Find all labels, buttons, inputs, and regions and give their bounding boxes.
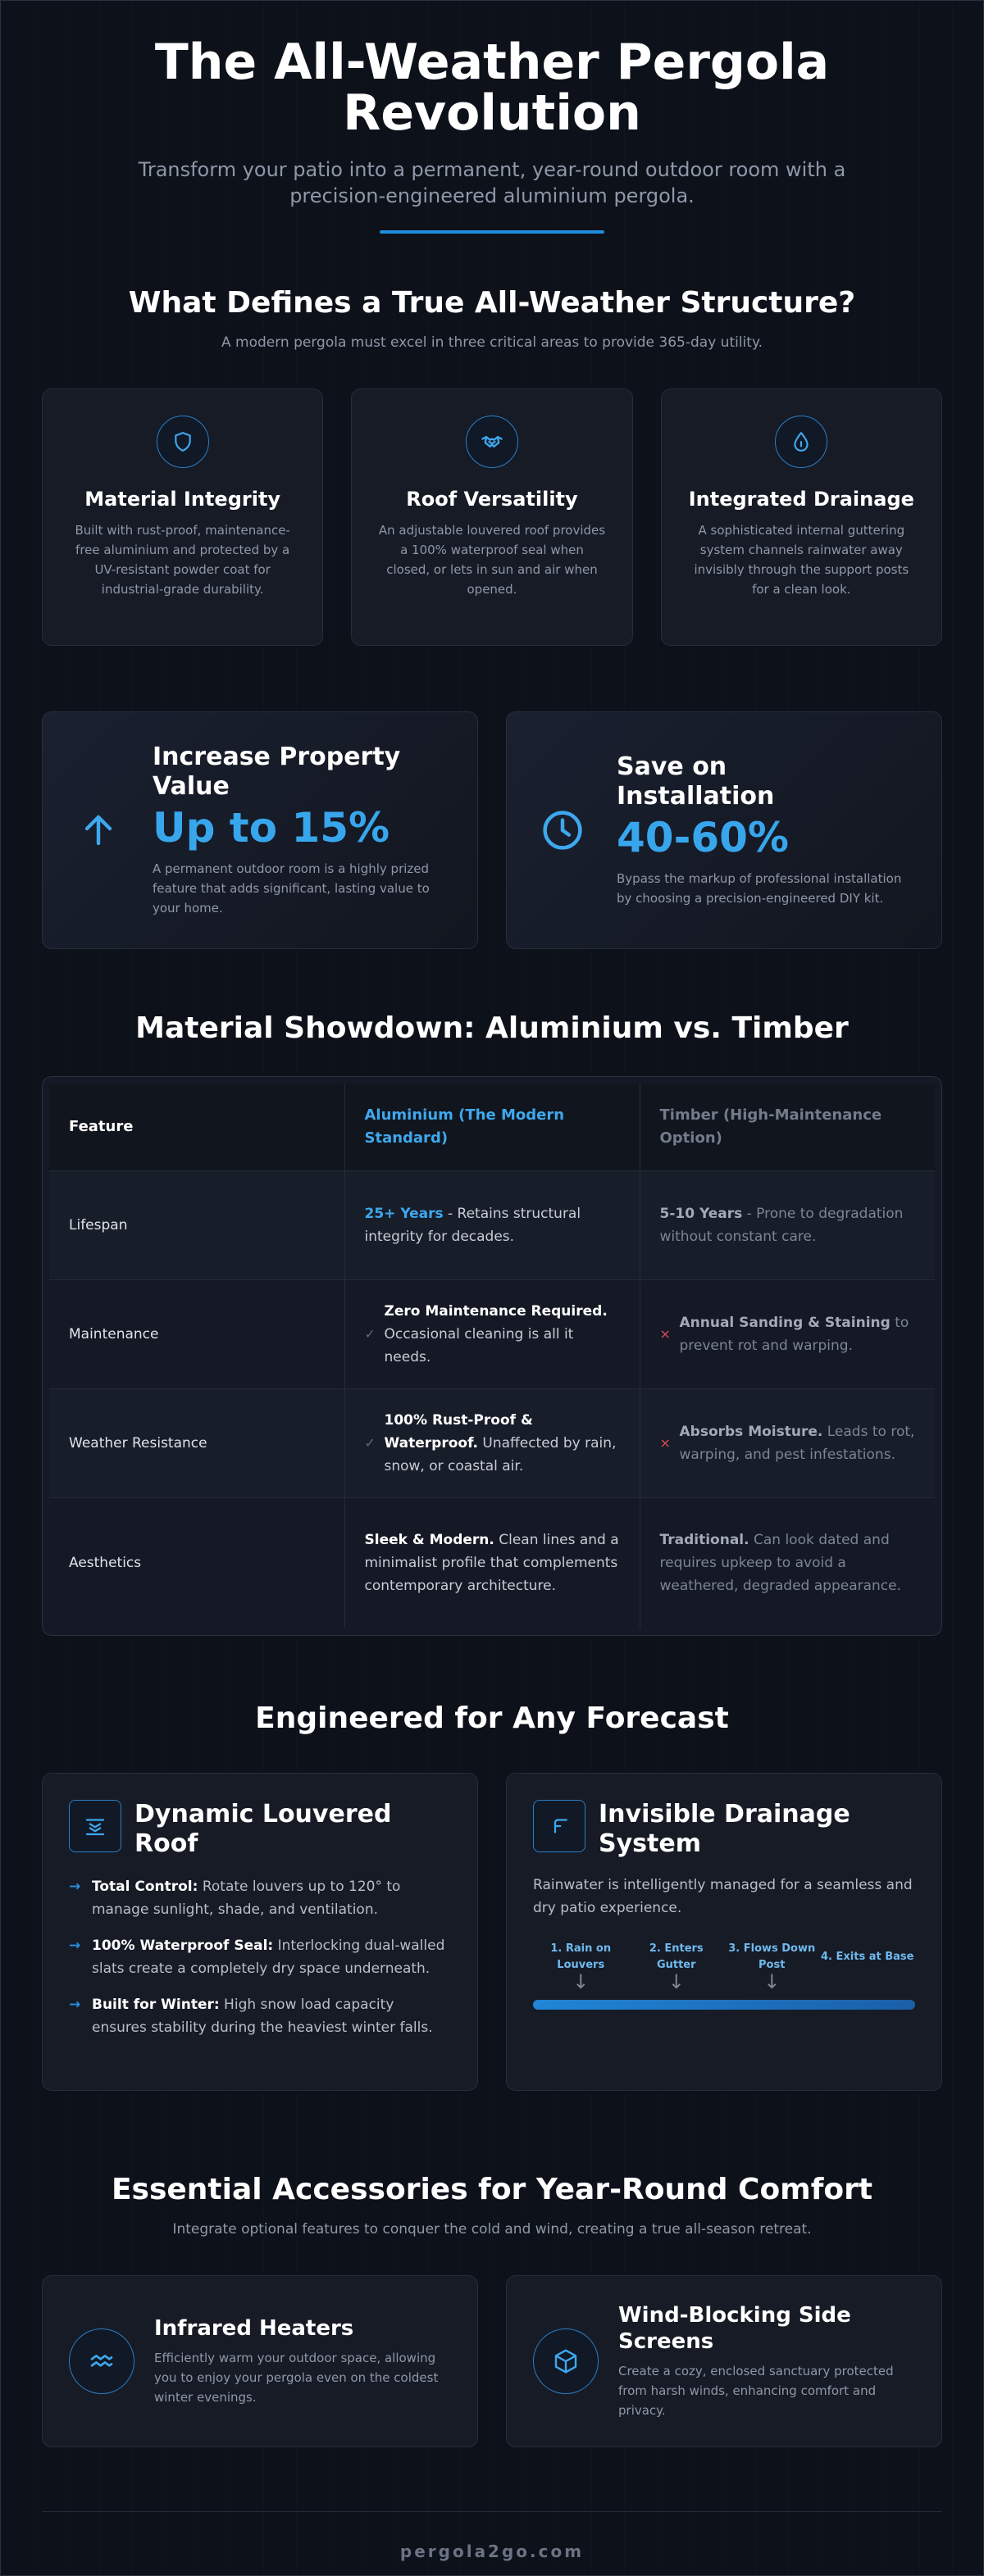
timber-text: to prevent rot and warping. <box>679 1314 909 1354</box>
forecast-title: Engineered for Any Forecast <box>255 1701 729 1735</box>
forecast-section <box>1 1701 983 2091</box>
accessory-text: Efficiently warm your outdoor space, allowing you to enjoy your pergola even on the coldest winter evenings. <box>154 2351 439 2405</box>
arrow-up-icon <box>75 807 121 853</box>
drainage-steps <box>533 1941 915 1993</box>
stats-section <box>1 711 983 949</box>
pillar-card-material <box>42 388 323 646</box>
showdown-title: Material Showdown: Aluminium vs. Timber <box>135 1011 849 1045</box>
timber-highlight: 5-10 Years <box>659 1205 743 1222</box>
hero-divider <box>380 230 604 234</box>
drainage-step <box>724 1941 820 1993</box>
pillar-card-drainage <box>661 388 942 646</box>
aluminium-cell <box>344 1170 640 1279</box>
accessory-title: Wind-Blocking Side Screens <box>618 2303 851 2354</box>
stat-value: Up to 15% <box>153 804 390 852</box>
stat-text: Bypass the markup of professional installation by choosing a precision-engineered DIY kit. <box>617 871 902 906</box>
pillar-title: Roof Versatility <box>406 488 578 511</box>
pillar-text: Built with rust-proof, maintenance-free aluminium and protected by a UV-resistant powder coat for industrial-grade durability. <box>75 523 290 597</box>
feature-cell: Weather Resistance <box>49 1388 344 1497</box>
table-row <box>49 1497 935 1629</box>
pillar-cards <box>1 388 983 646</box>
drainage-lead: Rainwater is intelligently managed for a seamless and dry patio experience. <box>533 1877 913 1916</box>
louver-icon <box>69 1800 121 1852</box>
drainage-icon <box>533 1800 585 1852</box>
louvered-features <box>69 1875 451 2039</box>
defines-subtitle: A modern pergola must excel in three critical areas to provide 365-day utility. <box>221 334 763 351</box>
drainage-step <box>629 1941 725 1993</box>
accessory-title: Infrared Heaters <box>154 2316 354 2341</box>
comparison-table <box>42 1076 942 1636</box>
aluminium-text: Clean lines and a minimalist profile that complements contemporary architecture. <box>364 1532 619 1595</box>
timber-cell <box>640 1279 935 1388</box>
drainage-step <box>820 1941 916 1993</box>
timber-cell <box>640 1170 935 1279</box>
table-header-row <box>49 1084 935 1170</box>
aluminium-cell <box>344 1279 640 1388</box>
header-timber: Timber (High-Maintenance Option) <box>640 1084 935 1170</box>
step-label: 2. Enters Gutter <box>649 1942 704 1971</box>
timber-highlight: Absorbs Moisture. <box>679 1423 823 1440</box>
arrow-right-icon: → <box>69 1938 81 1954</box>
aluminium-text: - Retains structural integrity for decades. <box>364 1205 581 1245</box>
aluminium-highlight: 100% Rust-Proof & Waterproof. <box>384 1411 533 1452</box>
feature-cell: Lifespan <box>49 1170 344 1279</box>
bullet-strong: Built for Winter: <box>92 1997 220 2013</box>
step-label: 1. Rain on Louvers <box>550 1942 612 1971</box>
aluminium-highlight: Zero Maintenance Required. <box>384 1302 608 1320</box>
droplet-icon <box>775 416 827 468</box>
drainage-card <box>506 1773 942 2091</box>
accessory-card-screens <box>506 2275 942 2447</box>
aluminium-cell <box>344 1497 640 1629</box>
accessory-card-heaters <box>42 2275 478 2447</box>
arrow-down-icon: ↓ <box>572 1970 590 1993</box>
check-icon: ✓ <box>364 1434 376 1451</box>
timber-cell <box>640 1497 935 1629</box>
stat-card-property-value <box>42 711 478 949</box>
timber-text: Leads to rot, warping, and pest infestations. <box>679 1423 915 1463</box>
footer-brand: pergola2go.com <box>399 2542 585 2561</box>
bullet-text: High snow load capacity ensures stability during the heaviest winter falls. <box>92 1997 433 2036</box>
aluminium-cell <box>344 1388 640 1497</box>
timber-highlight: Annual Sanding & Staining <box>679 1314 891 1331</box>
bullet-strong: Total Control: <box>92 1879 198 1895</box>
list-item <box>69 1934 451 1980</box>
timber-highlight: Traditional. <box>659 1532 749 1549</box>
showdown-section <box>1 1011 983 1636</box>
accessories-title: Essential Accessories for Year-Round Comfort <box>111 2173 873 2206</box>
hero-subtitle: Transform your patio into a permanent, year-round outdoor room with a precision-engineered aluminium pergola. <box>138 158 846 207</box>
accessories-section <box>1 2173 983 2447</box>
arrow-right-icon: → <box>69 1879 81 1895</box>
aluminium-highlight: Sleek & Modern. <box>364 1532 494 1549</box>
accessories-subtitle: Integrate optional features to conquer the cold and wind, creating a true all-season retreat. <box>172 2221 812 2238</box>
drainage-pipe <box>533 2000 915 2010</box>
footer <box>42 2511 942 2561</box>
table-row <box>49 1388 935 1497</box>
table-row <box>49 1279 935 1388</box>
step-label: 4. Exits at Base <box>821 1951 914 1963</box>
hero <box>1 1 983 234</box>
pillar-card-roof <box>351 388 632 646</box>
aluminium-text: Occasional cleaning is all it needs. <box>384 1325 574 1365</box>
defines-title: What Defines a True All-Weather Structure? <box>128 286 856 320</box>
hero-title: The All-Weather Pergola Revolution <box>154 34 830 142</box>
step-label: 3. Flows Down Post <box>728 1942 816 1971</box>
check-icon: ✓ <box>364 1325 376 1342</box>
timber-text: - Prone to degradation without constant care. <box>659 1205 904 1245</box>
timber-text: Can look dated and requires upkeep to avoid a weathered, degraded appearance. <box>659 1532 902 1595</box>
drainage-title: Invisible Drainage System <box>599 1800 850 1858</box>
arrow-right-icon: → <box>69 1997 81 2013</box>
arrow-down-icon: ↓ <box>763 1970 781 1993</box>
arrow-down-icon: ↓ <box>667 1970 685 1993</box>
bullet-strong: 100% Waterproof Seal: <box>92 1938 274 1954</box>
heat-waves-icon <box>69 2328 134 2394</box>
feature-cell: Aesthetics <box>49 1497 344 1629</box>
louvered-title: Dynamic Louvered Roof <box>134 1800 392 1858</box>
bullet-text: Interlocking dual-walled slats create a completely dry space underneath. <box>92 1938 445 1977</box>
header-aluminium: Aluminium (The Modern Standard) <box>344 1084 640 1170</box>
pillar-title: Material Integrity <box>84 488 281 511</box>
defines-section <box>1 286 983 646</box>
stat-title: Increase Property Value <box>153 743 401 801</box>
accessory-text: Create a cozy, enclosed sanctuary protected from harsh winds, enhancing comfort and privacy. <box>618 2364 894 2418</box>
cross-icon: × <box>659 1434 671 1451</box>
list-item <box>69 1875 451 1921</box>
louvered-roof-card <box>42 1773 478 2091</box>
handshake-icon <box>466 416 518 468</box>
timber-cell <box>640 1388 935 1497</box>
pillar-title: Integrated Drainage <box>688 488 914 511</box>
stat-text: A permanent outdoor room is a highly prized feature that adds significant, lasting value to your home. <box>153 861 430 915</box>
drainage-step <box>533 1941 629 1993</box>
pillar-text: A sophisticated internal guttering system channels rainwater away invisibly through the support posts for a clean look. <box>694 523 909 597</box>
shield-icon <box>157 416 209 468</box>
stat-title: Save on Installation <box>617 752 775 811</box>
stat-value: 40-60% <box>617 814 790 861</box>
table-row <box>49 1170 935 1279</box>
feature-cell: Maintenance <box>49 1279 344 1388</box>
aluminium-text: Unaffected by rain, snow, or coastal air. <box>384 1434 617 1474</box>
cube-icon <box>533 2328 599 2394</box>
aluminium-highlight: 25+ Years <box>364 1205 444 1222</box>
clock-icon <box>540 807 585 853</box>
stat-card-installation <box>506 711 942 949</box>
bullet-text: Rotate louvers up to 120° to manage sunlight, shade, and ventilation. <box>92 1879 401 1918</box>
list-item <box>69 1993 451 2039</box>
cross-icon: × <box>659 1325 671 1342</box>
header-feature: Feature <box>49 1084 344 1170</box>
pillar-text: An adjustable louvered roof provides a 100% waterproof seal when closed, or lets in sun and air when opened. <box>378 523 606 597</box>
